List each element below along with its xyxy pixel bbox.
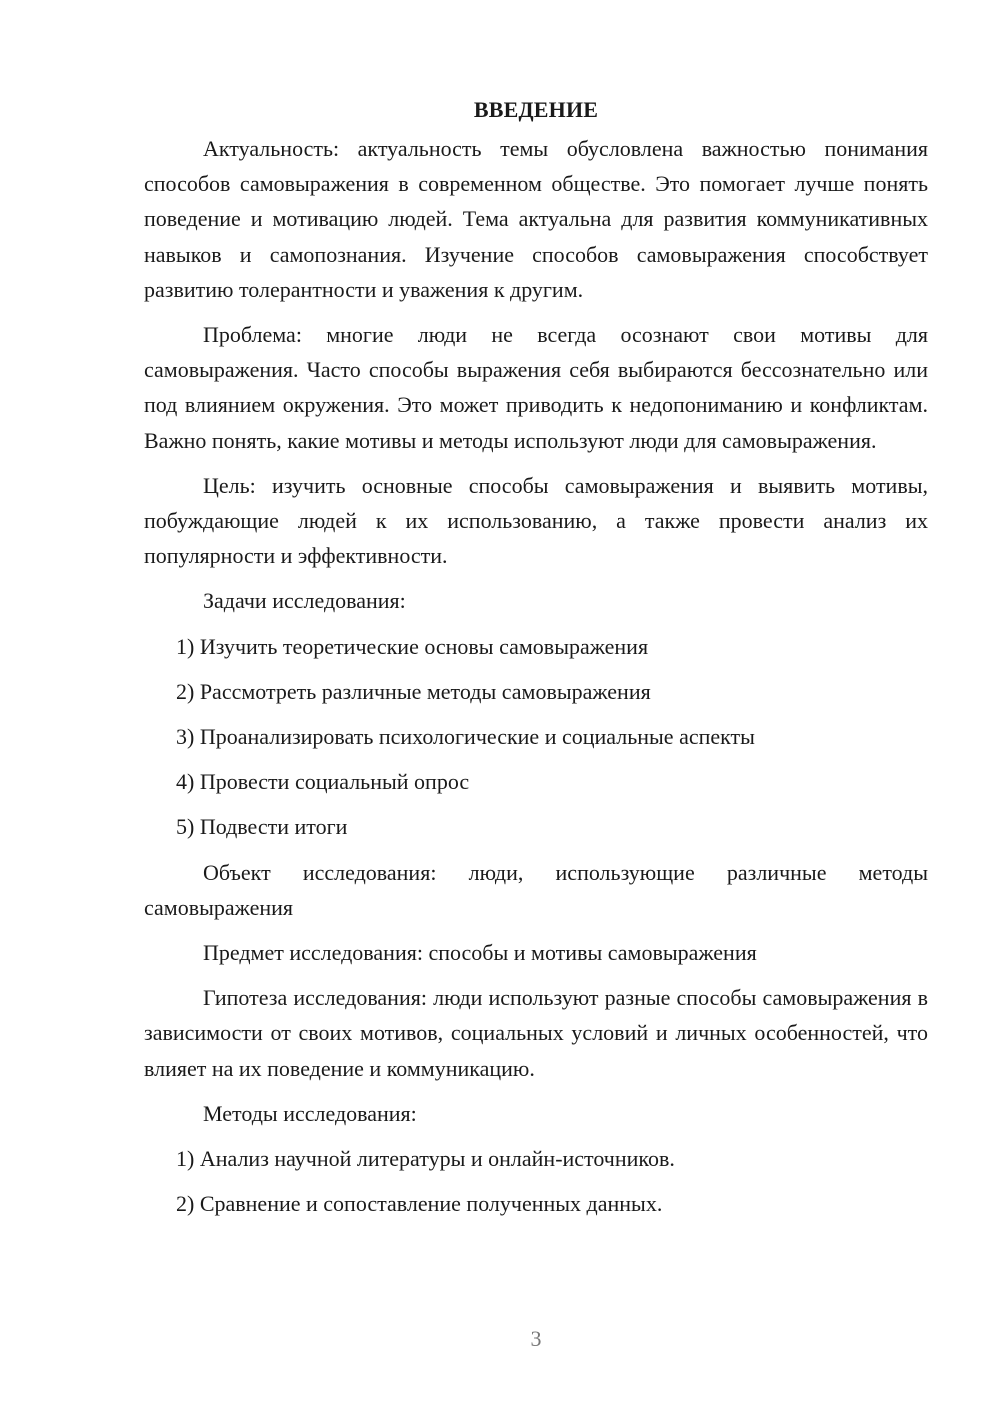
- list-item: 5) Подвести итоги: [176, 814, 348, 840]
- document-page: [144, 92, 928, 1231]
- relevance-paragraph: Актуальность: актуальность темы обусловлена важностью понимания способов самовыражения в современном обществе. Это помогает лучше понять поведение и мотивацию людей. Тема актуальна для развития коммуникативных навыков и самопознания. Изучение способов самовыражения способствует развитию толерантности и уважения к другим.: [144, 136, 928, 302]
- hypothesis-paragraph: Гипотеза исследования: люди используют разные способы самовыражения в зависимости от своих мотивов, социальных условий и личных особенностей, что влияет на их поведение и коммуникацию.: [144, 985, 928, 1081]
- methods-list: [144, 1141, 928, 1221]
- object-paragraph: Объект исследования: люди, использующие различные методы самовыражения: [144, 859, 928, 920]
- problem-paragraph: Проблема: многие люди не всегда осознают свои мотивы для самовыражения. Часто способы выражения себя выбираются бессознательно или под влиянием окружения. Это может приводить к недопониманию и конфликтам. Важно понять, какие мотивы и методы используют люди для самовыражения.: [144, 322, 928, 453]
- list-item: 2) Сравнение и сопоставление полученных данных.: [176, 1191, 663, 1217]
- page-title: ВВЕДЕНИЕ: [473, 97, 599, 122]
- tasks-heading: Задачи исследования:: [203, 588, 406, 614]
- methods-heading: Методы исследования:: [203, 1100, 417, 1126]
- list-item: 4) Провести социальный опрос: [176, 769, 470, 795]
- list-item: 1) Изучить теоретические основы самовыражения: [176, 633, 649, 659]
- goal-paragraph: Цель: изучить основные способы самовыражения и выявить мотивы, побуждающие людей к их использованию, а также провести анализ их популярности и эффективности.: [144, 472, 928, 569]
- page-number: 3: [530, 1326, 542, 1351]
- tasks-list: [144, 629, 928, 845]
- list-item: 3) Проанализировать психологические и социальные аспекты: [176, 724, 755, 750]
- list-item: 2) Рассмотреть различные методы самовыражения: [176, 678, 651, 704]
- list-item: 1) Анализ научной литературы и онлайн-источников.: [176, 1146, 675, 1172]
- subject-paragraph: Предмет исследования: способы и мотивы самовыражения: [203, 940, 757, 966]
